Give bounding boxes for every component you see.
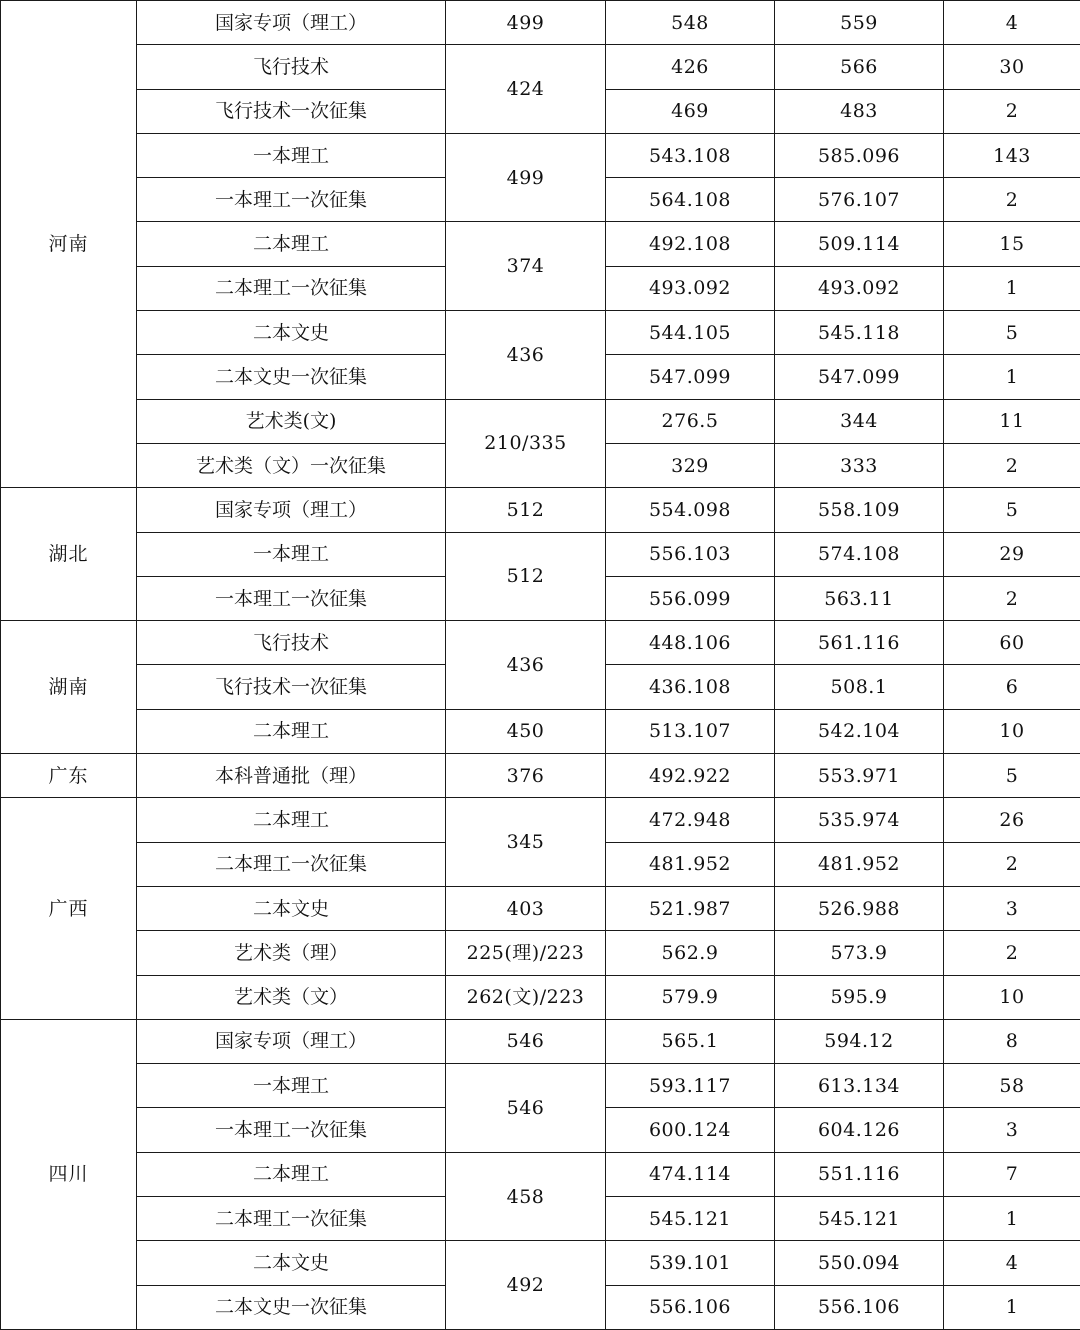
batch-cell: 一本理工 bbox=[137, 133, 446, 177]
count-cell: 5 bbox=[944, 754, 1080, 798]
table-row bbox=[1, 399, 1080, 443]
batch-cell: 飞行技术一次征集 bbox=[137, 665, 446, 709]
control-line-cell: 374 bbox=[446, 222, 606, 311]
control-line-cell: 436 bbox=[446, 311, 606, 400]
control-line-cell: 458 bbox=[446, 1152, 606, 1241]
control-line-cell: 499 bbox=[446, 133, 606, 222]
max-score-cell: 574.108 bbox=[775, 532, 944, 576]
min-score-cell: 448.106 bbox=[606, 621, 775, 665]
max-score-cell: 545.118 bbox=[775, 311, 944, 355]
max-score-cell: 558.109 bbox=[775, 488, 944, 532]
table-row bbox=[1, 311, 1080, 355]
batch-cell: 二本文史 bbox=[137, 311, 446, 355]
min-score-cell: 436.108 bbox=[606, 665, 775, 709]
batch-cell: 国家专项（理工） bbox=[137, 1, 446, 45]
count-cell: 10 bbox=[944, 975, 1080, 1019]
min-score-cell: 513.107 bbox=[606, 709, 775, 753]
count-cell: 4 bbox=[944, 1241, 1080, 1285]
max-score-cell: 585.096 bbox=[775, 133, 944, 177]
max-score-cell: 563.11 bbox=[775, 576, 944, 620]
max-score-cell: 545.121 bbox=[775, 1197, 944, 1241]
min-score-cell: 562.9 bbox=[606, 931, 775, 975]
max-score-cell: 483 bbox=[775, 89, 944, 133]
batch-cell: 本科普通批（理） bbox=[137, 754, 446, 798]
max-score-cell: 481.952 bbox=[775, 842, 944, 886]
control-line-cell: 210/335 bbox=[446, 399, 606, 488]
table-row bbox=[1, 1064, 1080, 1108]
batch-cell: 艺术类（文） bbox=[137, 975, 446, 1019]
control-line-cell: 376 bbox=[446, 754, 606, 798]
max-score-cell: 576.107 bbox=[775, 178, 944, 222]
min-score-cell: 539.101 bbox=[606, 1241, 775, 1285]
control-line-cell: 492 bbox=[446, 1241, 606, 1330]
min-score-cell: 329 bbox=[606, 443, 775, 487]
batch-cell: 飞行技术 bbox=[137, 45, 446, 89]
min-score-cell: 521.987 bbox=[606, 886, 775, 930]
max-score-cell: 550.094 bbox=[775, 1241, 944, 1285]
count-cell: 2 bbox=[944, 931, 1080, 975]
min-score-cell: 492.922 bbox=[606, 754, 775, 798]
province-cell: 广东 bbox=[1, 754, 137, 798]
count-cell: 143 bbox=[944, 133, 1080, 177]
min-score-cell: 547.099 bbox=[606, 355, 775, 399]
batch-cell: 飞行技术一次征集 bbox=[137, 89, 446, 133]
count-cell: 5 bbox=[944, 488, 1080, 532]
control-line-cell: 546 bbox=[446, 1064, 606, 1153]
table-row bbox=[1, 133, 1080, 177]
batch-cell: 一本理工一次征集 bbox=[137, 576, 446, 620]
min-score-cell: 543.108 bbox=[606, 133, 775, 177]
control-line-cell: 499 bbox=[446, 1, 606, 45]
max-score-cell: 556.106 bbox=[775, 1285, 944, 1329]
min-score-cell: 469 bbox=[606, 89, 775, 133]
min-score-cell: 600.124 bbox=[606, 1108, 775, 1152]
batch-cell: 二本理工一次征集 bbox=[137, 842, 446, 886]
min-score-cell: 492.108 bbox=[606, 222, 775, 266]
table-row bbox=[1, 532, 1080, 576]
batch-cell: 二本文史 bbox=[137, 1241, 446, 1285]
control-line-cell: 450 bbox=[446, 709, 606, 753]
province-cell: 河南 bbox=[1, 1, 137, 488]
max-score-cell: 542.104 bbox=[775, 709, 944, 753]
batch-cell: 二本理工一次征集 bbox=[137, 266, 446, 310]
max-score-cell: 526.988 bbox=[775, 886, 944, 930]
batch-cell: 艺术类（理） bbox=[137, 931, 446, 975]
control-line-cell: 403 bbox=[446, 886, 606, 930]
max-score-cell: 559 bbox=[775, 1, 944, 45]
batch-cell: 二本文史一次征集 bbox=[137, 1285, 446, 1329]
max-score-cell: 595.9 bbox=[775, 975, 944, 1019]
min-score-cell: 493.092 bbox=[606, 266, 775, 310]
control-line-cell: 546 bbox=[446, 1019, 606, 1063]
control-line-cell: 345 bbox=[446, 798, 606, 887]
batch-cell: 二本理工 bbox=[137, 222, 446, 266]
count-cell: 10 bbox=[944, 709, 1080, 753]
min-score-cell: 556.099 bbox=[606, 576, 775, 620]
count-cell: 5 bbox=[944, 311, 1080, 355]
count-cell: 1 bbox=[944, 1197, 1080, 1241]
count-cell: 4 bbox=[944, 1, 1080, 45]
count-cell: 60 bbox=[944, 621, 1080, 665]
table-row bbox=[1, 1019, 1080, 1063]
table-row bbox=[1, 488, 1080, 532]
max-score-cell: 566 bbox=[775, 45, 944, 89]
count-cell: 2 bbox=[944, 576, 1080, 620]
count-cell: 30 bbox=[944, 45, 1080, 89]
count-cell: 15 bbox=[944, 222, 1080, 266]
table-row bbox=[1, 1, 1080, 45]
count-cell: 2 bbox=[944, 178, 1080, 222]
table-row bbox=[1, 975, 1080, 1019]
batch-cell: 一本理工 bbox=[137, 1064, 446, 1108]
max-score-cell: 333 bbox=[775, 443, 944, 487]
min-score-cell: 565.1 bbox=[606, 1019, 775, 1063]
count-cell: 1 bbox=[944, 355, 1080, 399]
min-score-cell: 593.117 bbox=[606, 1064, 775, 1108]
batch-cell: 二本文史一次征集 bbox=[137, 355, 446, 399]
count-cell: 3 bbox=[944, 886, 1080, 930]
batch-cell: 国家专项（理工） bbox=[137, 488, 446, 532]
table-row bbox=[1, 45, 1080, 89]
min-score-cell: 472.948 bbox=[606, 798, 775, 842]
count-cell: 2 bbox=[944, 842, 1080, 886]
max-score-cell: 573.9 bbox=[775, 931, 944, 975]
batch-cell: 二本理工一次征集 bbox=[137, 1197, 446, 1241]
min-score-cell: 544.105 bbox=[606, 311, 775, 355]
batch-cell: 一本理工一次征集 bbox=[137, 178, 446, 222]
min-score-cell: 554.098 bbox=[606, 488, 775, 532]
control-line-cell: 424 bbox=[446, 45, 606, 134]
max-score-cell: 553.971 bbox=[775, 754, 944, 798]
batch-cell: 国家专项（理工） bbox=[137, 1019, 446, 1063]
count-cell: 11 bbox=[944, 399, 1080, 443]
province-cell: 广西 bbox=[1, 798, 137, 1019]
count-cell: 58 bbox=[944, 1064, 1080, 1108]
max-score-cell: 594.12 bbox=[775, 1019, 944, 1063]
batch-cell: 二本理工 bbox=[137, 1152, 446, 1196]
batch-cell: 飞行技术 bbox=[137, 621, 446, 665]
min-score-cell: 545.121 bbox=[606, 1197, 775, 1241]
min-score-cell: 548 bbox=[606, 1, 775, 45]
max-score-cell: 535.974 bbox=[775, 798, 944, 842]
table-row bbox=[1, 621, 1080, 665]
control-line-cell: 512 bbox=[446, 488, 606, 532]
min-score-cell: 564.108 bbox=[606, 178, 775, 222]
count-cell: 29 bbox=[944, 532, 1080, 576]
min-score-cell: 579.9 bbox=[606, 975, 775, 1019]
control-line-cell: 262(文)/223 bbox=[446, 975, 606, 1019]
table-row bbox=[1, 709, 1080, 753]
table-row bbox=[1, 1241, 1080, 1285]
max-score-cell: 547.099 bbox=[775, 355, 944, 399]
max-score-cell: 551.116 bbox=[775, 1152, 944, 1196]
count-cell: 26 bbox=[944, 798, 1080, 842]
batch-cell: 一本理工一次征集 bbox=[137, 1108, 446, 1152]
batch-cell: 艺术类(文) bbox=[137, 399, 446, 443]
batch-cell: 二本理工 bbox=[137, 798, 446, 842]
count-cell: 1 bbox=[944, 266, 1080, 310]
min-score-cell: 556.103 bbox=[606, 532, 775, 576]
count-cell: 3 bbox=[944, 1108, 1080, 1152]
count-cell: 8 bbox=[944, 1019, 1080, 1063]
table-row bbox=[1, 798, 1080, 842]
count-cell: 1 bbox=[944, 1285, 1080, 1329]
max-score-cell: 509.114 bbox=[775, 222, 944, 266]
batch-cell: 艺术类（文）一次征集 bbox=[137, 443, 446, 487]
min-score-cell: 481.952 bbox=[606, 842, 775, 886]
batch-cell: 一本理工 bbox=[137, 532, 446, 576]
max-score-cell: 493.092 bbox=[775, 266, 944, 310]
table-row bbox=[1, 886, 1080, 930]
max-score-cell: 508.1 bbox=[775, 665, 944, 709]
min-score-cell: 426 bbox=[606, 45, 775, 89]
count-cell: 6 bbox=[944, 665, 1080, 709]
max-score-cell: 561.116 bbox=[775, 621, 944, 665]
max-score-cell: 344 bbox=[775, 399, 944, 443]
min-score-cell: 474.114 bbox=[606, 1152, 775, 1196]
table-row bbox=[1, 1152, 1080, 1196]
province-cell: 湖北 bbox=[1, 488, 137, 621]
table-row bbox=[1, 754, 1080, 798]
count-cell: 7 bbox=[944, 1152, 1080, 1196]
min-score-cell: 556.106 bbox=[606, 1285, 775, 1329]
batch-cell: 二本文史 bbox=[137, 886, 446, 930]
max-score-cell: 604.126 bbox=[775, 1108, 944, 1152]
control-line-cell: 512 bbox=[446, 532, 606, 621]
province-cell: 湖南 bbox=[1, 621, 137, 754]
count-cell: 2 bbox=[944, 89, 1080, 133]
max-score-cell: 613.134 bbox=[775, 1064, 944, 1108]
count-cell: 2 bbox=[944, 443, 1080, 487]
table-row bbox=[1, 222, 1080, 266]
control-line-cell: 225(理)/223 bbox=[446, 931, 606, 975]
table-row bbox=[1, 931, 1080, 975]
province-cell: 四川 bbox=[1, 1019, 137, 1329]
batch-cell: 二本理工 bbox=[137, 709, 446, 753]
min-score-cell: 276.5 bbox=[606, 399, 775, 443]
control-line-cell: 436 bbox=[446, 621, 606, 710]
